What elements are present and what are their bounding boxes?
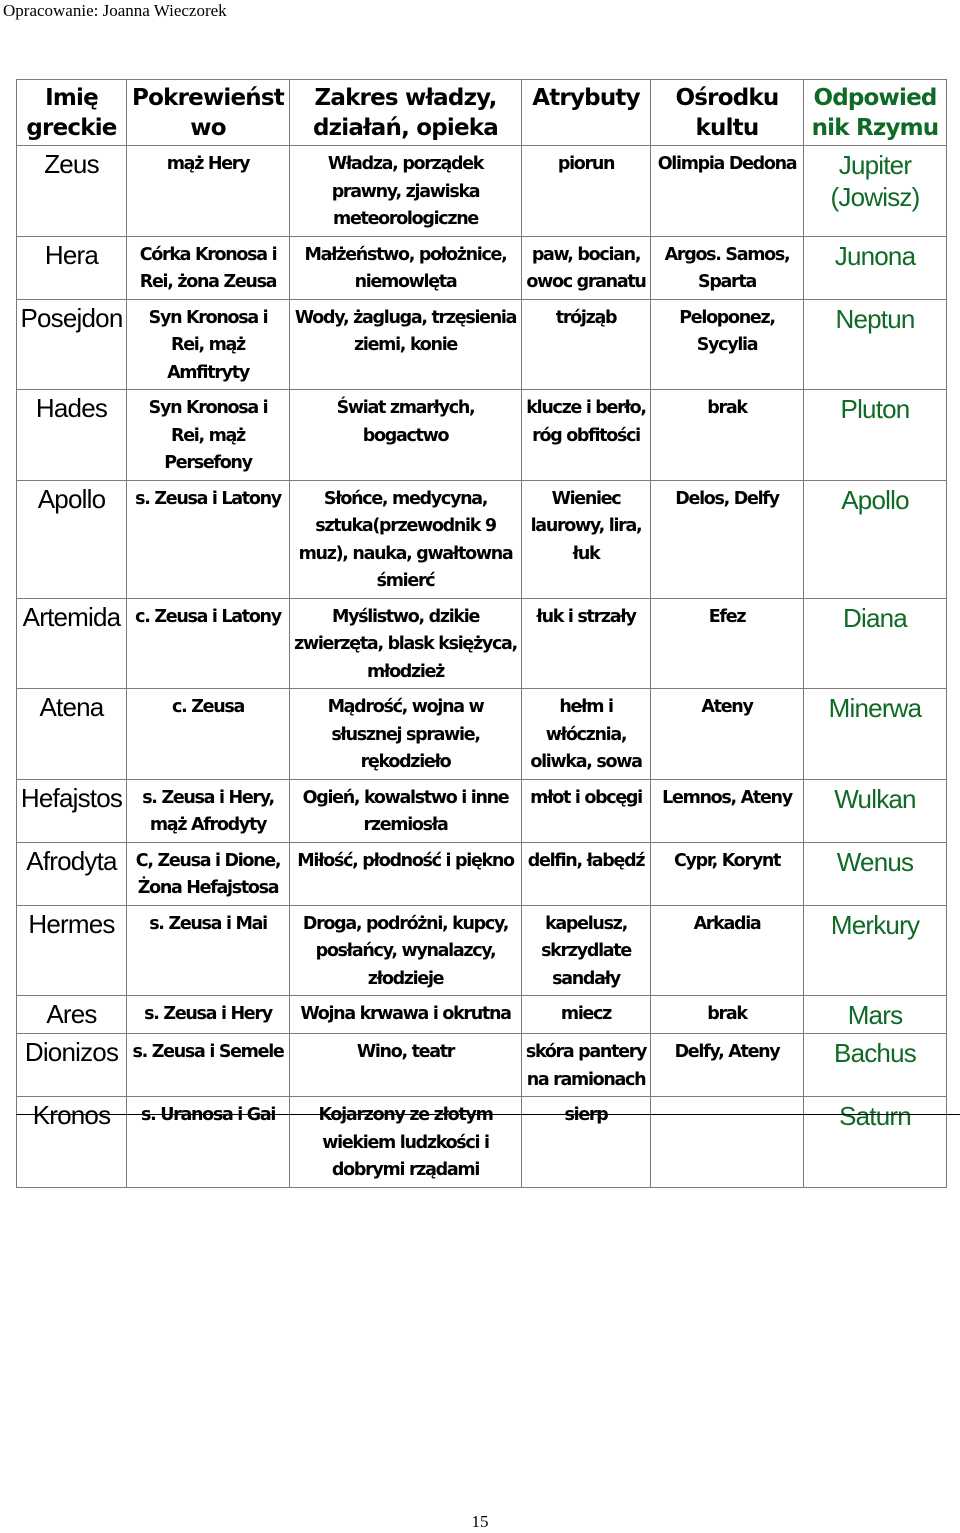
cult-centers-cell: Delos, Delfy: [651, 480, 804, 598]
greek-name-cell: Hermes: [17, 905, 127, 996]
attributes-cell: klucze i berło, róg obfitości: [522, 390, 651, 481]
roman-equivalent-cell: Bachus: [804, 1034, 947, 1097]
attributes-cell: paw, bocian, owoc granatu: [522, 236, 651, 299]
table-row: [17, 1034, 947, 1097]
greek-name-cell: Ares: [17, 996, 127, 1034]
domain-cell: Władza, porządek prawny, zjawiska meteorologiczne: [290, 146, 522, 237]
cult-centers-cell: [651, 1097, 804, 1188]
roman-equivalent-cell: Junona: [804, 236, 947, 299]
domain-cell: Mądrość, wojna w słusznej sprawie, rękodzieło: [290, 689, 522, 780]
attributes-cell: młot i obcęgi: [522, 779, 651, 842]
column-header-kinship: Pokrewieństwo: [127, 80, 290, 146]
table-row: [17, 146, 947, 237]
gods-table: [16, 79, 947, 1188]
domain-cell: Wojna krwawa i okrutna: [290, 996, 522, 1034]
roman-equivalent-cell: Mars: [804, 996, 947, 1034]
roman-equivalent-cell: Saturn: [804, 1097, 947, 1188]
table-row: [17, 905, 947, 996]
table-row: [17, 236, 947, 299]
greek-name-cell: Afrodyta: [17, 842, 127, 905]
greek-name-cell: Hera: [17, 236, 127, 299]
document-header: Opracowanie: Joanna Wieczorek: [3, 1, 227, 20]
domain-cell: Kojarzony ze złotym wiekiem ludzkości i dobrymi rządami: [290, 1097, 522, 1188]
page-number: 15: [471, 1512, 489, 1531]
kinship-cell: c. Zeusa i Latony: [127, 598, 290, 689]
cult-centers-cell: brak: [651, 996, 804, 1034]
cult-centers-cell: Efez: [651, 598, 804, 689]
table-body: [17, 146, 947, 1188]
domain-cell: Ogień, kowalstwo i inne rzemiosła: [290, 779, 522, 842]
greek-name-cell: Dionizos: [17, 1034, 127, 1097]
kinship-cell: c. Zeusa: [127, 689, 290, 780]
domain-cell: Wino, teatr: [290, 1034, 522, 1097]
cult-centers-cell: Delfy, Ateny: [651, 1034, 804, 1097]
table-row: [17, 1097, 947, 1188]
kinship-cell: s. Zeusa i Mai: [127, 905, 290, 996]
attributes-cell: miecz: [522, 996, 651, 1034]
roman-equivalent-cell: Merkury: [804, 905, 947, 996]
greek-name-cell: Apollo: [17, 480, 127, 598]
domain-cell: Myślistwo, dzikie zwierzęta, blask księżyca, młodzież: [290, 598, 522, 689]
kinship-cell: s. Zeusa i Hery: [127, 996, 290, 1034]
column-header-cult-centers: Ośrodku kultu: [651, 80, 804, 146]
domain-cell: Miłość, płodność i piękno: [290, 842, 522, 905]
kinship-cell: Syn Kronosa i Rei, mąż Persefony: [127, 390, 290, 481]
kinship-cell: mąż Hery: [127, 146, 290, 237]
cult-centers-cell: Argos. Samos, Sparta: [651, 236, 804, 299]
greek-name-cell: Artemida: [17, 598, 127, 689]
kinship-cell: s. Uranosa i Gai: [127, 1097, 290, 1188]
table-row: [17, 299, 947, 390]
table-row: [17, 390, 947, 481]
table-row: [17, 598, 947, 689]
roman-equivalent-cell: Wenus: [804, 842, 947, 905]
roman-equivalent-cell: Jupiter (Jowisz): [804, 146, 947, 237]
roman-equivalent-cell: Neptun: [804, 299, 947, 390]
column-header-attributes: Atrybuty: [522, 80, 651, 146]
attributes-cell: piorun: [522, 146, 651, 237]
greek-name-cell: Hefajstos: [17, 779, 127, 842]
table-row: [17, 480, 947, 598]
roman-equivalent-cell: Minerwa: [804, 689, 947, 780]
gods-table-container: [16, 79, 946, 1188]
cult-centers-cell: Peloponez, Sycylia: [651, 299, 804, 390]
attributes-cell: łuk i strzały: [522, 598, 651, 689]
greek-name-cell: Zeus: [17, 146, 127, 237]
horizontal-rule: [16, 1114, 960, 1115]
attributes-cell: sierp: [522, 1097, 651, 1188]
greek-name-cell: Kronos: [17, 1097, 127, 1188]
cult-centers-cell: Lemnos, Ateny: [651, 779, 804, 842]
domain-cell: Droga, podróżni, kupcy, posłańcy, wynalazcy, złodzieje: [290, 905, 522, 996]
kinship-cell: s. Zeusa i Semele: [127, 1034, 290, 1097]
cult-centers-cell: Arkadia: [651, 905, 804, 996]
table-row: [17, 996, 947, 1034]
attributes-cell: skóra pantery na ramionach: [522, 1034, 651, 1097]
cult-centers-cell: brak: [651, 390, 804, 481]
kinship-cell: Syn Kronosa i Rei, mąż Amfitryty: [127, 299, 290, 390]
greek-name-cell: Atena: [17, 689, 127, 780]
table-header: [17, 80, 947, 146]
roman-equivalent-cell: Pluton: [804, 390, 947, 481]
table-row: [17, 689, 947, 780]
domain-cell: Słońce, medycyna, sztuka(przewodnik 9 muz), nauka, gwałtowna śmierć: [290, 480, 522, 598]
column-header-domain: Zakres władzy, działań, opieka: [290, 80, 522, 146]
cult-centers-cell: Cypr, Korynt: [651, 842, 804, 905]
attributes-cell: hełm i włócznia, oliwka, sowa: [522, 689, 651, 780]
greek-name-cell: Posejdon: [17, 299, 127, 390]
roman-equivalent-cell: Diana: [804, 598, 947, 689]
attributes-cell: Wieniec laurowy, lira, łuk: [522, 480, 651, 598]
domain-cell: Świat zmarłych, bogactwo: [290, 390, 522, 481]
roman-equivalent-cell: Wulkan: [804, 779, 947, 842]
table-row: [17, 842, 947, 905]
kinship-cell: s. Zeusa i Hery, mąż Afrodyty: [127, 779, 290, 842]
cult-centers-cell: Ateny: [651, 689, 804, 780]
attributes-cell: delfin, łabędź: [522, 842, 651, 905]
domain-cell: Małżeństwo, położnice, niemowlęta: [290, 236, 522, 299]
kinship-cell: C, Zeusa i Dione, Żona Hefajstosa: [127, 842, 290, 905]
header-row: [17, 80, 947, 146]
kinship-cell: Córka Kronosa i Rei, żona Zeusa: [127, 236, 290, 299]
greek-name-cell: Hades: [17, 390, 127, 481]
roman-equivalent-cell: Apollo: [804, 480, 947, 598]
column-header-greek-name: Imię greckie: [17, 80, 127, 146]
column-header-roman-equivalent: Odpowiednik Rzymu: [804, 80, 947, 146]
table-row: [17, 779, 947, 842]
cult-centers-cell: Olimpia Dedona: [651, 146, 804, 237]
domain-cell: Wody, żagluga, trzęsienia ziemi, konie: [290, 299, 522, 390]
attributes-cell: kapelusz, skrzydlate sandały: [522, 905, 651, 996]
kinship-cell: s. Zeusa i Latony: [127, 480, 290, 598]
attributes-cell: trójząb: [522, 299, 651, 390]
